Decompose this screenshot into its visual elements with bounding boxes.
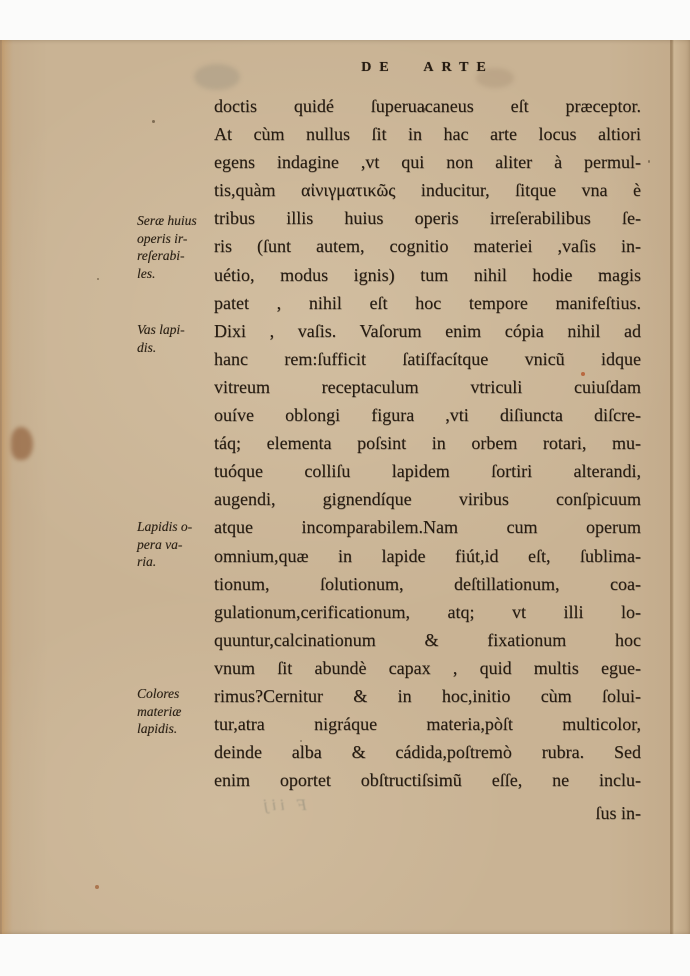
running-header: DE ARTE: [361, 60, 494, 75]
page-left-edge: [0, 40, 13, 934]
signature-showthrough: F iij: [259, 797, 307, 814]
body-line: egens indagine ,vt qui non aliter à permul-: [214, 152, 641, 173]
margin-note-irreserabiles: [137, 212, 219, 282]
body-line: táq; elementa poſsint in orbem rotari, mu-: [214, 433, 641, 454]
ink-speck: [152, 120, 155, 123]
margin-note-lapidis-opera: [137, 518, 219, 571]
body-line: tribus illis huius operis irreſerabilibus ſe-: [214, 208, 641, 229]
margin-note-line: Vas lapi-: [137, 322, 185, 337]
margin-note-line: dis.: [137, 339, 157, 355]
scanner-mat-top: [0, 0, 690, 40]
body-line: vitreum receptaculum vtriculi cuiuſdam: [214, 376, 641, 397]
body-line: tis,quàm αἰνιγματικῶς inducitur, ſitque vna è: [214, 180, 641, 201]
scanner-mat-bottom: [0, 934, 690, 976]
margin-note-line: pera va-: [137, 536, 183, 552]
body-line: tuóque colliſu lapidem ſortiri alterandi,: [214, 461, 641, 482]
rust-speck: [95, 885, 99, 889]
body-line: hanc rem:ſufficit ſatiſfacítque vnicũ idque: [214, 348, 641, 369]
body-line: omnium,quæ in lapide fiút,id eſt, ſublima-: [214, 545, 641, 566]
margin-note-line: lapidis.: [137, 721, 178, 736]
body-line: rimus?Cernitur & in hoc,initio cùm ſolui-: [214, 685, 641, 706]
body-line: deinde alba & cádida,poſtremò rubra. Sed: [214, 742, 641, 763]
body-line: augendi, gignendíque viribus conſpicuum: [214, 489, 641, 510]
margin-note-line: operis ir-: [137, 230, 188, 246]
body-line: vnum ſit abundè capax , quid multis egue-: [214, 657, 641, 678]
body-line: doctis quidé ſuperuacaneus eſt præceptor.: [214, 96, 641, 116]
margin-note-line: Lapidis o-: [137, 519, 193, 534]
margin-note-vas-lapidis: [137, 321, 219, 356]
body-line: atque incomparabilem.Nam cum operum: [214, 517, 641, 538]
ink-speck: [97, 278, 99, 280]
margin-note-line: ria.: [137, 554, 157, 569]
body-line: Dixi , vaſis. Vaſorum enim cópia nihil ad: [214, 320, 641, 341]
gutter-crease-right: [670, 40, 690, 934]
body-line: tionum, ſolutionum, deſtillationum, coa-: [214, 573, 641, 594]
margin-note-colores-materiae: [137, 685, 219, 738]
margin-note-line: reſerabi-: [137, 248, 185, 263]
paper-stain: [11, 427, 33, 460]
margin-note-line: les.: [137, 265, 156, 281]
catchword: ſus in-: [595, 803, 641, 824]
margin-note-line: materiæ: [137, 703, 182, 719]
body-line: enim oportet obſtructiſsimũ eſſe, ne inclu-: [214, 770, 641, 791]
margin-note-line: Seræ huius: [137, 213, 197, 228]
book-page-scan: [0, 40, 690, 934]
body-line: uétio, modus ignis) tum nihil hodie magis: [214, 264, 641, 285]
body-text-block: [214, 92, 641, 827]
margin-note-line: Colores: [137, 686, 180, 701]
body-line: quuntur,calcinationum & fixationum hoc: [214, 629, 641, 650]
body-line: gulationum,cerificationum, atq; vt illi lo-: [214, 601, 641, 622]
body-line: At cùm nullus ſit in hac arte locus altiori: [214, 124, 641, 145]
body-line: ris (ſunt autem, cognitio materiei ,vaſis in-: [214, 236, 641, 257]
body-line: patet , nihil eſt hoc tempore manifeſtius.: [214, 292, 641, 313]
body-line: tur,atra nigráque materia,pòſt multicolor,: [214, 714, 641, 735]
ink-speck: [648, 160, 650, 163]
body-line: ouíve oblongi figura ,vti diſiuncta diſcre-: [214, 405, 641, 426]
